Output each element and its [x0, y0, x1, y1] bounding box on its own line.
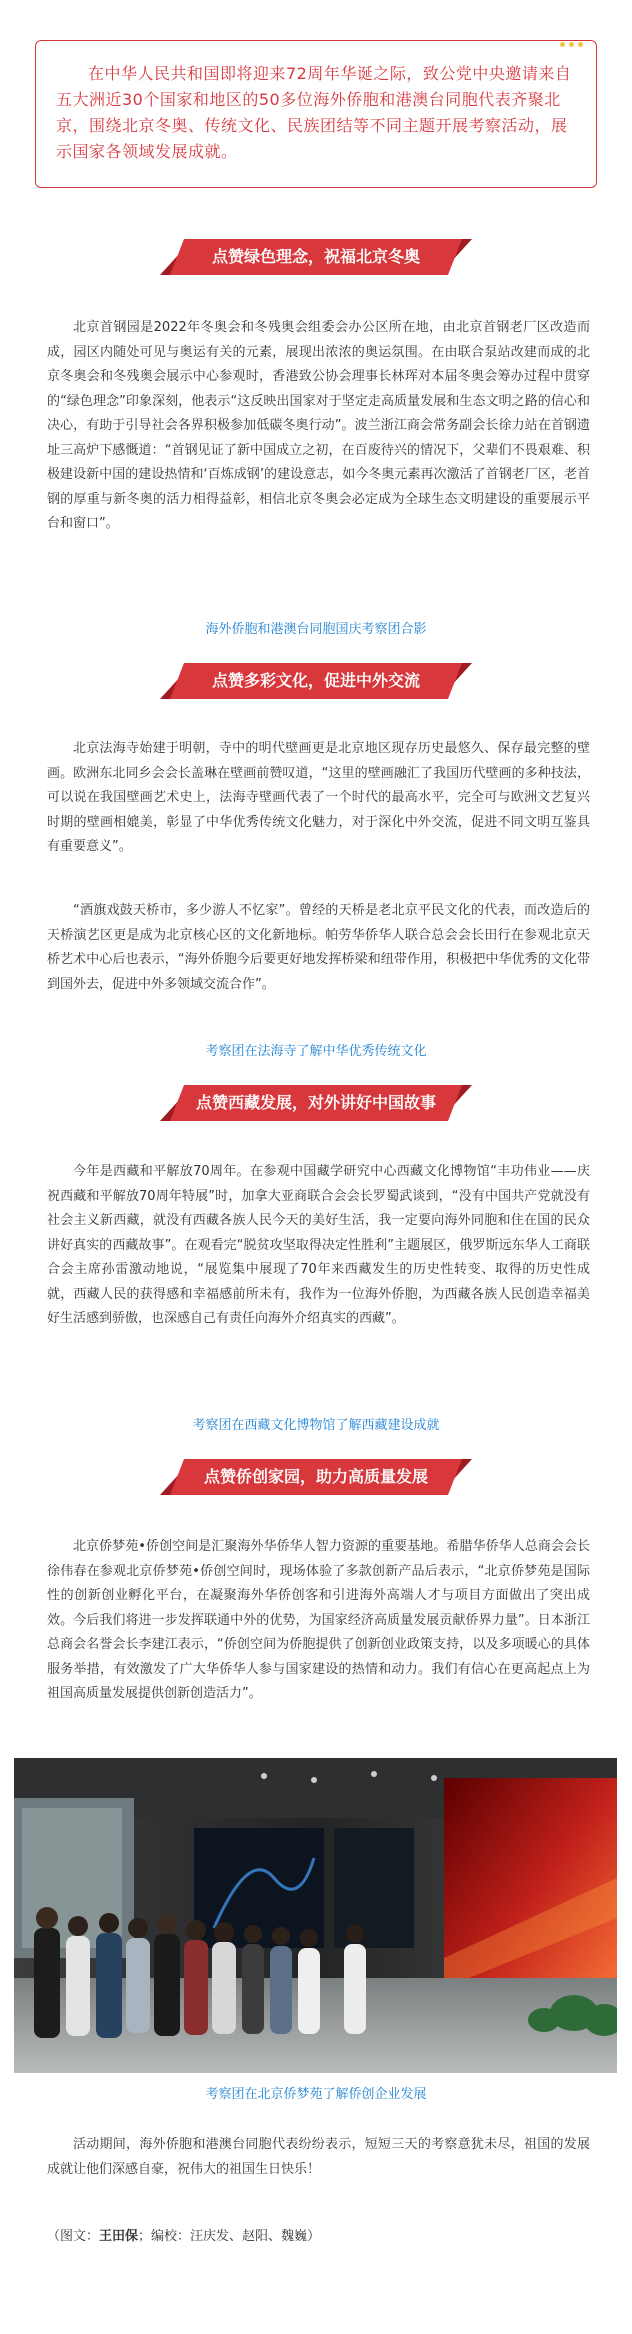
intro-box	[35, 40, 597, 188]
image-caption: 考察团在西藏文化博物馆了解西藏建设成就	[192, 1418, 440, 1433]
section-title: 点赞西藏发展，对外讲好中国故事	[195, 1093, 436, 1112]
credits-prefix: （图文：	[47, 2229, 100, 2244]
paragraph: 北京法海寺始建于明朝，寺中的明代壁画更是北京地区现存历史最悠久、保存最完整的壁画。欧洲东北同乡会会长盖琳在壁画前赞叹道，“这里的壁画融汇了我国历代壁画的多种技法，可以说在我国壁画艺术史上，法海寺壁画代表了一个时代的最高水平，完全可与欧洲文艺复兴时期的壁画相媲美，彰显了中华优秀传统文化魅力，对于深化中外交流，促进不同文明互鉴具有重要意义”。	[47, 741, 590, 854]
section-banner-tibet	[170, 1085, 462, 1121]
credits-suffix: ）	[307, 2229, 321, 2244]
section-banner-green	[170, 239, 462, 275]
paragraph: 今年是西藏和平解放70周年。在参观中国藏学研究中心西藏文化博物馆“丰功伟业——庆祝西藏和平解放70周年特展”时，加拿大亚商联合会会长罗蜀武谈到，“没有中国共产党就没有社会主义新西藏，就没有西藏各族人民今天的美好生活，我一定要向海外同胞和住在国的民众讲好真实的西藏故事”。在观看完“脱贫攻坚取得决定性胜利”主题展区，俄罗斯远东华人工商联合会主席孙雷激动地说，“展览集中展现了70年来西藏发生的历史性转变、取得的历史性成就，西藏人民的获得感和幸福感前所未有，我作为一位海外侨胞，为西藏各族人民创造幸福美好生活感到骄傲，也深感自己有责任向海外介绍真实的西藏”。	[47, 1164, 590, 1326]
paragraph: “酒旗戏鼓天桥市，多少游人不忆家”。曾经的天桥是老北京平民文化的代表，而改造后的天桥演艺区更是成为北京核心区的文化新地标。帕劳华侨华人联合总会会长田行在参观北京天桥艺术中心后也表示，“海外侨胞今后要更好地发挥桥梁和纽带作用，积极把中华优秀的文化带到国外去，促进中外多领域交流合作”。	[47, 903, 590, 992]
section-title: 点赞侨创家园，助力高质量发展	[203, 1467, 428, 1486]
credits	[47, 2225, 590, 2250]
section-banner-culture	[170, 663, 462, 699]
credits-author: 王田保	[99, 2229, 139, 2244]
image-caption: 考察团在北京侨梦苑了解侨创企业发展	[205, 2087, 427, 2102]
closing-paragraph: 活动期间，海外侨胞和港澳台同胞代表纷纷表示，短短三天的考察意犹未尽，祖国的发展成就让他们深感自豪，祝伟大的祖国生日快乐！	[47, 2137, 590, 2177]
image-caption: 海外侨胞和港澳台同胞国庆考察团合影	[205, 622, 427, 637]
section-title: 点赞多彩文化，促进中外交流	[211, 671, 420, 690]
intro-text: 在中华人民共和国即将迎来72周年华诞之际，致公党中央邀请来自五大洲近30个国家和地区的50多位海外侨胞和港澳台同胞代表齐聚北京，围绕北京冬奥、传统文化、民族团结等不同主题开展考察活动，展示国家各领域发展成就。	[56, 64, 572, 161]
paragraph: 北京首钢园是2022年冬奥会和冬残奥会组委会办公区所在地，由北京首钢老厂区改造而成，园区内随处可见与奥运有关的元素，展现出浓浓的奥运氛围。在由联合泵站改建而成的北京冬奥会和冬残奥会展示中心参观时，香港致公协会理事长林珲对本届冬奥会筹办过程中贯穿的“绿色理念”印象深刻，他表示“这反映出国家对于坚定走高质量发展和生态文明之路的信心和决心，有助于引导社会各界积极参加低碳冬奥行动”。波兰浙江商会常务副会长徐力站在首钢遗址三高炉下感慨道：“首钢见证了新中国成立之初，在百废待兴的情况下，父辈们不畏艰难、积极建设新中国的建设热情和‘百炼成钢’的建设意志，如今冬奥元素再次激活了首钢老厂区，老首钢的厚重与新冬奥的活力相得益彰，相信北京冬奥会必定成为全球生态文明建设的重要展示平台和窗口”。	[47, 320, 590, 531]
paragraph: 北京侨梦苑•侨创空间是汇聚海外华侨华人智力资源的重要基地。希腊华侨华人总商会会长徐伟春在参观北京侨梦苑•侨创空间时，现场体验了多款创新产品后表示，“北京侨梦苑是国际性的创新创业孵化平台，在凝聚海外华侨创客和引进海外高端人才与项目方面做出了突出成效。今后我们将进一步发挥联通中外的优势，为国家经济高质量发展贡献侨界力量”。日本浙江总商会名誉会长李建江表示，“侨创空间为侨胞提供了创新创业政策支持，以及多项暖心的具体服务举措，有效激发了广大华侨华人参与国家建设的热情和动力。我们有信心在更高起点上为祖国高质量发展提供创新创造活力”。	[47, 1539, 590, 1701]
photo-delegation-visit	[14, 1758, 617, 2073]
section-title: 点赞绿色理念，祝福北京冬奥	[211, 247, 420, 266]
decorative-dots-icon	[560, 39, 590, 49]
photo-illustration	[14, 1758, 617, 2073]
credits-sep: ；编校：	[138, 2229, 191, 2244]
image-caption: 考察团在法海寺了解中华优秀传统文化	[205, 1044, 427, 1059]
credits-editors: 汪庆发、赵阳、魏巍	[190, 2229, 308, 2244]
section-banner-innovation	[170, 1459, 462, 1495]
